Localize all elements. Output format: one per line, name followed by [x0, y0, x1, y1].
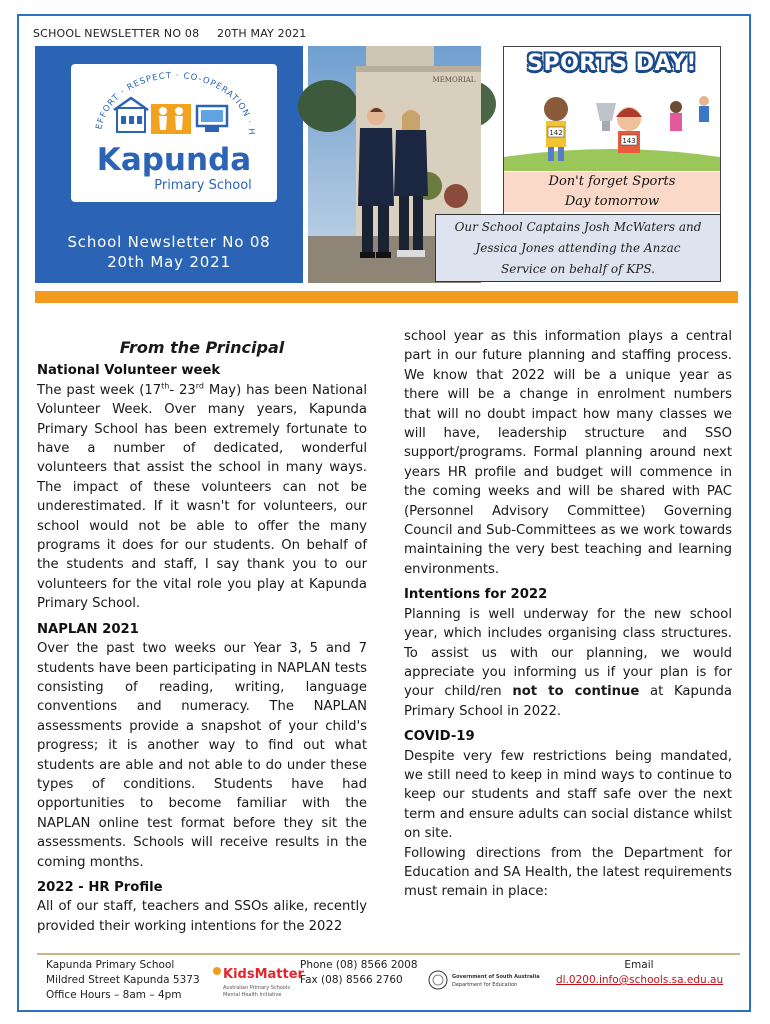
bib-142: 142 — [549, 129, 563, 137]
gov-line-1: Government of South Australia — [452, 974, 540, 980]
children-icon — [151, 104, 191, 134]
footer-street: Mildred Street Kapunda 5373 — [46, 974, 200, 986]
kidsmatter-sub-1: Australian Primary Schools — [223, 985, 290, 991]
school-building-icon — [114, 98, 148, 132]
reminder-line-1: Don't forget Sports — [548, 174, 676, 189]
not-to-continue-emphasis: not to continue — [512, 684, 640, 700]
naplan-heading: NAPLAN 2021 — [37, 621, 139, 637]
sports-day-reminder — [504, 172, 720, 212]
divider-bar — [35, 291, 738, 303]
caption-line-3: Service on behalf of KPS. — [501, 262, 655, 276]
footer-email-link[interactable]: dl.0200.info@schools.sa.edu.au — [556, 974, 724, 986]
newsletter-title — [35, 232, 303, 272]
newsletter-date: 20TH MAY 2021 — [217, 27, 307, 40]
intentions-text: Planning is well underway for the new school year, which includes organising class structures. To assist us with our planning, we would appreciate you informing us if your plan is for your child/ren not to continue at Kapunda Primary School in 2022. — [404, 606, 732, 719]
gov-sa-logo — [428, 969, 540, 991]
bib-143: 143 — [622, 137, 636, 145]
hr-heading: 2022 - HR Profile — [37, 879, 163, 895]
sports-day-poster — [503, 46, 721, 226]
computer-icon — [197, 106, 227, 132]
hr-text: All of our staff, teachers and SSOs alike, recently provided their working intentions for the 2022 — [37, 899, 367, 934]
caption-line-2: Jessica Jones attending the Anzac — [475, 241, 681, 255]
footer-fax: Fax (08) 8566 2760 — [300, 974, 403, 986]
sports-day-heading: SPORTS DAY! — [527, 51, 697, 76]
logo-sub: Primary School — [154, 178, 252, 193]
memorial-plaque: MEMORIAL — [432, 76, 476, 84]
logo-name: Kapunda — [96, 142, 252, 178]
footer-divider — [37, 953, 740, 955]
covid-text-1: Despite very few restrictions being mandated, we still need to keep in mind ways to continue to keep our students and staff safe over the next term and ensure adults can social distance whilst on site. — [404, 748, 732, 842]
school-logo — [71, 64, 277, 202]
footer-school-name: Kapunda Primary School — [46, 959, 175, 971]
footer-email-block — [556, 958, 722, 988]
footer-phone: Phone (08) 8566 2008 — [300, 959, 418, 971]
caption-line-1: Our School Captains Josh McWaters and — [454, 220, 702, 234]
title-line-1: School Newsletter No 08 — [67, 233, 271, 251]
header-panel — [35, 46, 303, 283]
left-column — [37, 338, 367, 936]
title-line-2: 20th May 2021 — [107, 253, 231, 271]
gov-line-2: Department for Education — [452, 982, 518, 988]
naplan-text: Over the past two weeks our Year 3, 5 and 7 students have been participating in NAPLAN tests consisting of reading, writing, language conventions and numeracy. The NAPLAN assessments provide a snapshot of your child's progress; it is another way to find out what students are able and not able to do under these types of conditions. Students have had opportunities to become familiar with the NAPLAN online test format before they sit the assessments. Schools will receive results in the coming months. — [37, 641, 367, 870]
covid-heading: COVID-19 — [404, 729, 475, 745]
footer-email-label: Email — [624, 959, 654, 971]
values-arc-text: EFFORT · RESPECT · CO-OPERATION · H — [94, 70, 257, 137]
reminder-line-2: Day tomorrow — [564, 194, 660, 209]
volunteer-text: The past week (17th- 23rd May) has been National Volunteer Week. Over many years, Kapunda Primary School has been extremely fortunate to have a number of dedicated, wonderful volunteers that assist the school in many ways. The impact of these volunteers can not be underestimated. If it wasn't for volunteers, our school would not be able to offer the many programs it does for our students. On behalf of the students and staff, I say thank you to our volunteers for the vital role you play at Kapunda Primary School. — [37, 381, 367, 612]
hr-text-continued: school year as this information plays a central part in our future planning and staffing process. We know that 2022 will be a unique year as there will be a change in enrolment numbers that will no doubt impact how many classes we will have, leadership structure and SSO support/programs. Formal planning around next years HR profile and budget will commence in the coming weeks and will be shared with PAC (Personnel Advisory Committee) Governing Council and Sub-Committees as we work towards maintaining the very best teaching and learning environments. — [404, 329, 732, 577]
footer-contact — [300, 958, 418, 988]
covid-text-2: Following directions from the Department for Education and SA Health, the latest requirements must remain in place: — [404, 845, 732, 900]
kidsmatter-logo — [210, 962, 304, 1004]
footer-school-details — [46, 958, 200, 1003]
photo-caption — [435, 214, 721, 282]
right-column — [404, 327, 732, 902]
masthead — [33, 27, 306, 40]
intentions-heading: Intentions for 2022 — [404, 587, 548, 603]
kidsmatter-wordmark: KidsMatter — [223, 967, 304, 982]
footer-hours: Office Hours – 8am – 4pm — [46, 989, 182, 1001]
kidsmatter-sub-2: Mental Health Initiative — [223, 992, 282, 998]
volunteer-heading: National Volunteer week — [37, 363, 221, 379]
newsletter-number: SCHOOL NEWSLETTER NO 08 — [33, 27, 200, 40]
principal-heading: From the Principal — [119, 338, 285, 357]
